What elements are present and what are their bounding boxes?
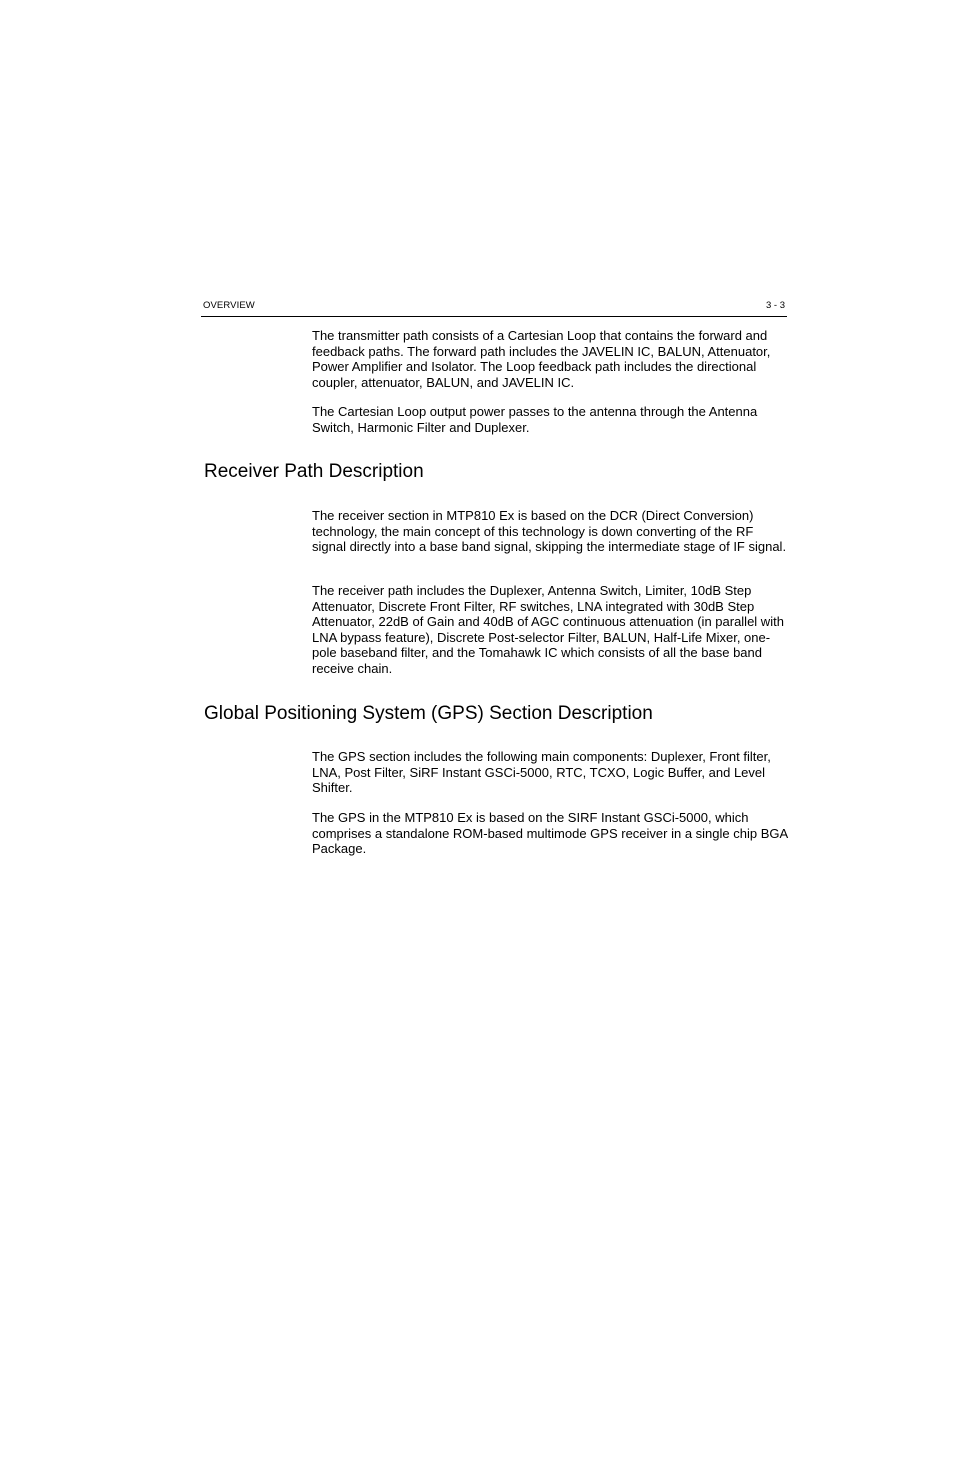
receiver-heading: Receiver Path Description [204,461,424,482]
page-number: 3 - 3 [765,300,785,311]
gps-paragraph-1: The GPS section includes the following main components: Duplexer, Front filter, LNA, Post Filter, SiRF Instant GSCi-5000, RTC, TCXO, Logic Buffer, and Level Shifter. [312,749,771,796]
page-header [201,300,787,317]
receiver-paragraph-1: The receiver section in MTP810 Ex is based on the DCR (Direct Conversion) technology, the main concept of this technology is down converting of the RF signal directly into a base band signal, skipping the intermediate stage of IF signal. [312,508,787,555]
section-label: OVERVIEW [203,300,255,311]
gps-heading: Global Positioning System (GPS) Section Description [204,703,653,724]
receiver-paragraph-2: The receiver path includes the Duplexer, Antenna Switch, Limiter, 10dB Step Attenuator, Discrete Front Filter, RF switches, LNA integrated with 30dB Step Attenuator, 22dB of Gain and 40dB of AGC continuous attenuation (in parallel with LNA bypass feature), Discrete Post-selector Filter, BALUN, Half-Life Mixer, one-pole baseband filter, and the Tomahawk IC which consists of all the base band receive chain. [312,583,784,676]
transmitter-paragraph-2: The Cartesian Loop output power passes to the antenna through the Antenna Switch, Harmonic Filter and Duplexer. [312,404,758,435]
transmitter-paragraph-1: The transmitter path consists of a Cartesian Loop that contains the forward and feedback paths. The forward path includes the JAVELIN IC, BALUN, Attenuator, Power Amplifier and Isolator. The Loop feedback path includes the directional coupler, attenuator, BALUN, and JAVELIN IC. [312,328,771,390]
gps-paragraph-2: The GPS in the MTP810 Ex is based on the SIRF Instant GSCi-5000, which comprises a standalone ROM-based multimode GPS receiver in a single chip BGA Package. [312,810,788,857]
